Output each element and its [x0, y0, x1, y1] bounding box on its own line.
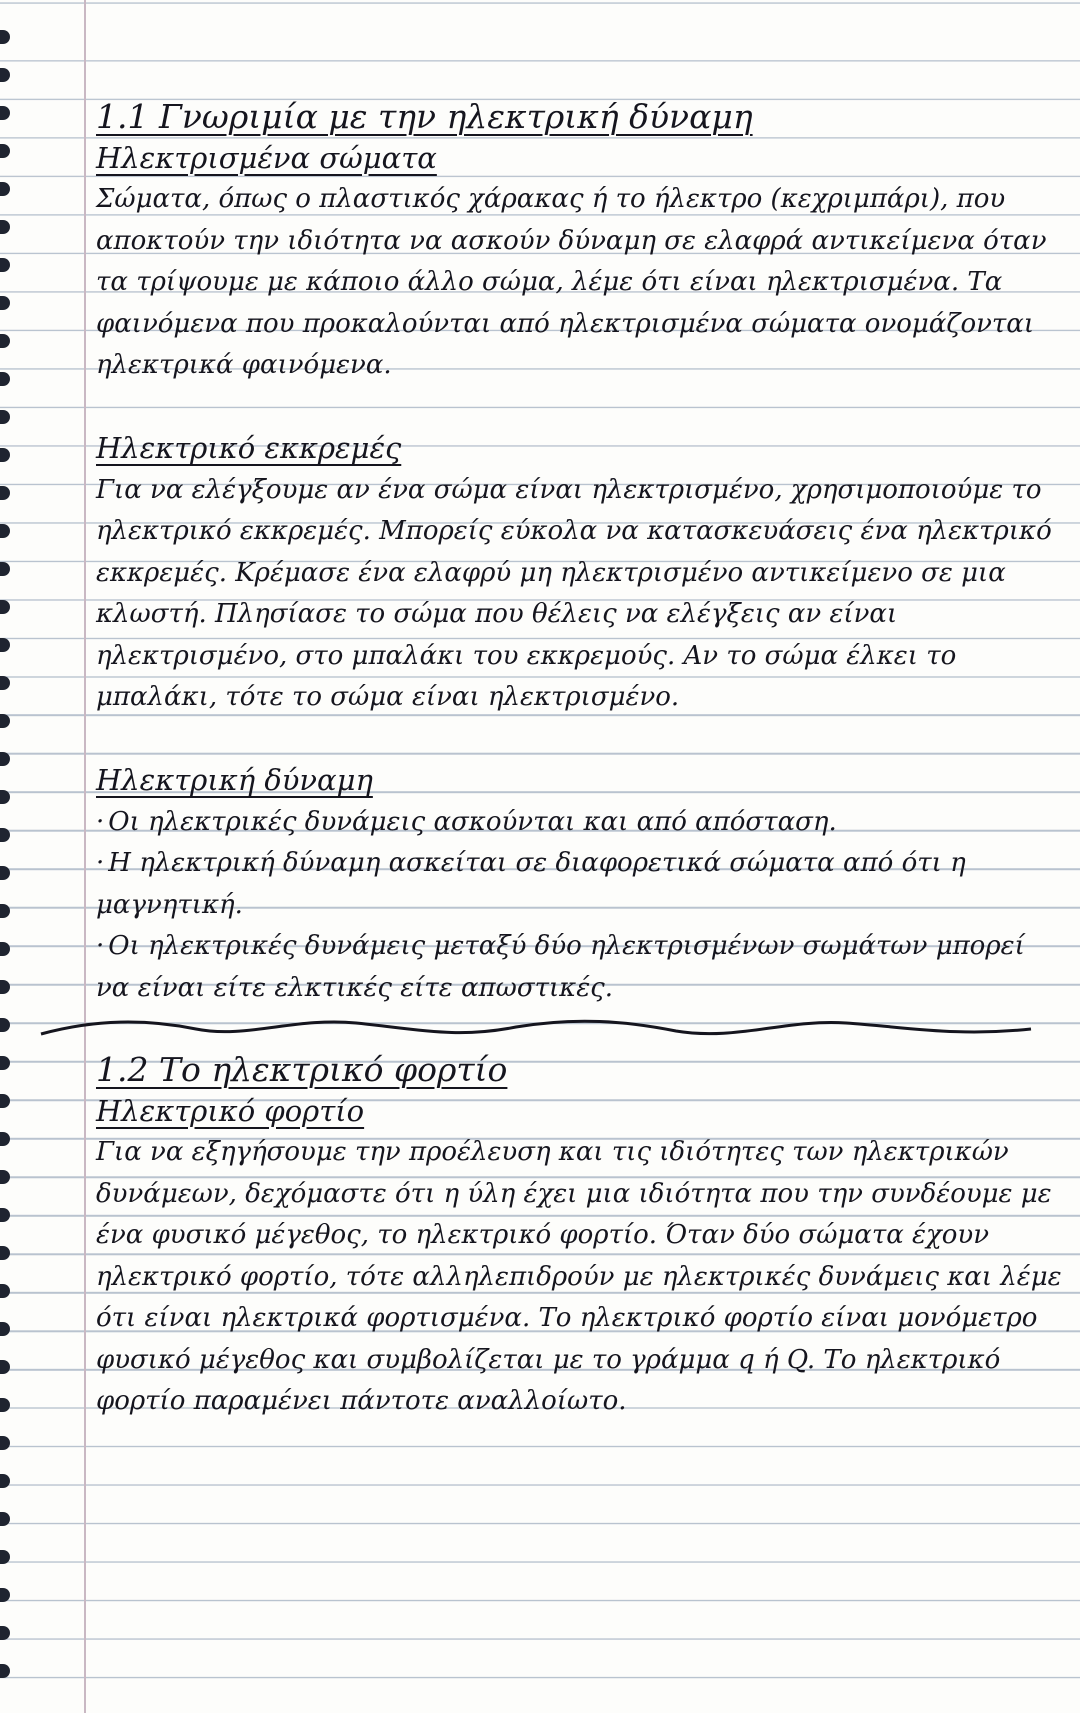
binding-hole	[0, 220, 10, 234]
bullet-item: · Οι ηλεκτρικές δυνάμεις ασκούνται και από απόσταση.	[96, 802, 1066, 844]
binding-hole	[0, 752, 10, 766]
binding-hole	[0, 296, 10, 310]
binding-hole	[0, 562, 10, 576]
binding-hole	[0, 1170, 10, 1184]
notes-content	[96, 96, 1066, 1423]
margin-line	[84, 0, 86, 1713]
binding-hole	[0, 448, 10, 462]
binding-hole	[0, 1208, 10, 1222]
binding-hole	[0, 1398, 10, 1412]
binding-hole	[0, 790, 10, 804]
binding-hole	[0, 600, 10, 614]
binding-hole	[0, 106, 10, 120]
subsection-electric-force-heading: Ηλεκτρική δύναμη	[96, 763, 373, 797]
spiral-binding	[0, 0, 26, 1713]
binding-hole	[0, 1588, 10, 1602]
spacer	[96, 719, 1066, 761]
binding-hole	[0, 334, 10, 348]
binding-hole	[0, 828, 10, 842]
binding-hole	[0, 1436, 10, 1450]
binding-hole	[0, 1094, 10, 1108]
binding-hole	[0, 638, 10, 652]
binding-hole	[0, 1284, 10, 1298]
binding-hole	[0, 980, 10, 994]
subsection-pendulum-text: Για να ελέγξουμε αν ένα σώμα είναι ηλεκτρισμένο, χρησιμοποιούμε το ηλεκτρικό εκκρεμές. Μπορείς εύκολα να κατασκευάσεις ένα ηλεκτρικό εκκρεμές. Κρέμασε ένα ελαφρύ μη ηλεκτρισμένο αντικείμενο σε μια κλωστή. Πλησίασε το σώμα που θέλεις να ελέγξεις αν είναι ηλεκτρισμένο, στο μπαλάκι του εκκρεμούς. Αν το σώμα έλκει το μπαλάκι, τότε το σώμα είναι ηλεκτρισμένο.	[96, 474, 1052, 712]
binding-hole	[0, 1056, 10, 1070]
binding-hole	[0, 1664, 10, 1678]
binding-hole	[0, 714, 10, 728]
binding-hole	[0, 866, 10, 880]
wavy-divider	[36, 1009, 1036, 1049]
section-1-title: 1.1 Γνωριμία με την ηλεκτρική δύναμη	[96, 97, 753, 136]
bullet-item: · Η ηλεκτρική δύναμη ασκείται σε διαφορετικά σώματα από ότι η μαγνητική.	[96, 843, 1066, 926]
binding-hole	[0, 372, 10, 386]
binding-hole	[0, 1512, 10, 1526]
binding-hole	[0, 410, 10, 424]
subsection-pendulum-heading: Ηλεκτρικό εκκρεμές	[96, 431, 402, 465]
binding-hole	[0, 942, 10, 956]
binding-hole	[0, 1132, 10, 1146]
binding-hole	[0, 524, 10, 538]
binding-hole	[0, 486, 10, 500]
binding-hole	[0, 1246, 10, 1260]
section-2-title: 1.2 Το ηλεκτρικό φορτίο	[96, 1050, 508, 1089]
binding-hole	[0, 1360, 10, 1374]
binding-hole	[0, 258, 10, 272]
subsection-charge-heading: Ηλεκτρικό φορτίο	[96, 1093, 365, 1128]
spacer	[96, 387, 1066, 429]
binding-hole	[0, 1474, 10, 1488]
binding-hole	[0, 676, 10, 690]
binding-hole	[0, 904, 10, 918]
subsection-charge-text: Για να εξηγήσουμε την προέλευση και τις ιδιότητες των ηλεκτρικών δυνάμεων, δεχόμαστε ότι η ύλη έχει μια ιδιότητα που την συνδέουμε με ένα φυσικό μέγεθος, το ηλεκτρικό φορτίο. Όταν δύο σώματα έχουν ηλεκτρικό φορτίο, τότε αλληλεπιδρούν με ηλεκτρικές δυνάμεις και λέμε ότι είναι ηλεκτρικά φορτισμένα. Το ηλεκτρικό φορτίο είναι μονόμετρο φυσικό μέγεθος και συμβολίζεται με το γράμμα q ή Q. Το ηλεκτρικό φορτίο παραμένει πάντοτε αναλλοίωτο.	[96, 1137, 1062, 1416]
binding-hole	[0, 182, 10, 196]
binding-hole	[0, 30, 10, 44]
binding-hole	[0, 1550, 10, 1564]
subsection-electrified-bodies-text: Σώματα, όπως ο πλαστικός χάρακας ή το ήλεκτρο (κεχριμπάρι), που αποκτούν την ιδιότητα να ασκούν δύναμη σε ελαφρά αντικείμενα όταν τα τρίψουμε με κάποιο άλλο σώμα, λέμε ότι είναι ηλεκτρισμένα. Τα φαινόμενα που προκαλούνται από ηλεκτρισμένα σώματα ονομάζονται ηλεκτρικά φαινόμενα.	[96, 184, 1047, 380]
binding-hole	[0, 1018, 10, 1032]
electric-force-bullet-list	[96, 802, 1066, 1010]
binding-hole	[0, 144, 10, 158]
binding-hole	[0, 68, 10, 82]
binding-hole	[0, 1626, 10, 1640]
subsection-electrified-bodies-heading: Ηλεκτρισμένα σώματα	[96, 140, 437, 175]
bullet-item: · Οι ηλεκτρικές δυνάμεις μεταξύ δύο ηλεκτρισμένων σωμάτων μπορεί να είναι είτε ελκτικές είτε απωστικές.	[96, 926, 1066, 1009]
binding-hole	[0, 1322, 10, 1336]
